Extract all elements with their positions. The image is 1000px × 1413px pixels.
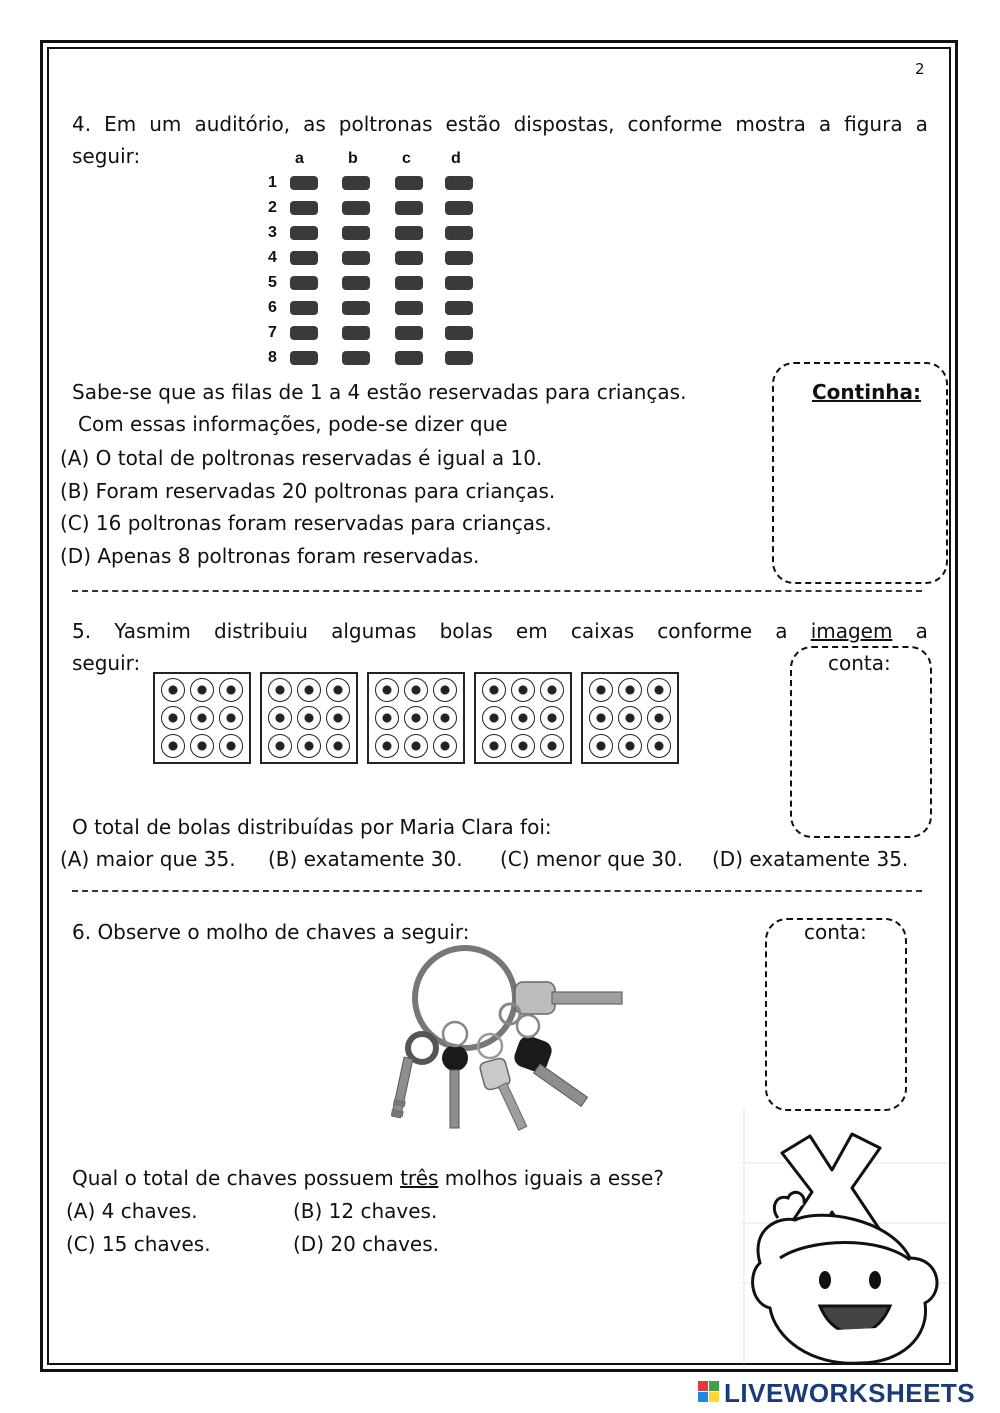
- seat: [445, 226, 473, 240]
- seat: [342, 351, 370, 365]
- soccer-ball-icon: [161, 678, 185, 702]
- ball-box: [367, 672, 465, 764]
- ball-box: [474, 672, 572, 764]
- soccer-ball-icon: [511, 678, 535, 702]
- q6-work-box[interactable]: [765, 918, 907, 1111]
- soccer-ball-icon: [482, 678, 506, 702]
- seat: [445, 301, 473, 315]
- soccer-ball-icon: [482, 734, 506, 758]
- q4-option-c: (C) 16 poltronas foram reservadas para crianças.: [60, 511, 552, 535]
- seat: [342, 201, 370, 215]
- seat: [395, 201, 423, 215]
- row-label: 7: [268, 324, 277, 341]
- q5-option-d: (D) exatamente 35.: [712, 847, 909, 871]
- soccer-ball-icon: [375, 706, 399, 730]
- row-label: 5: [268, 274, 277, 291]
- q6-option-d: (D) 20 chaves.: [293, 1232, 440, 1256]
- soccer-ball-icon: [161, 734, 185, 758]
- q4-lead: Com essas informações, pode-se dizer que: [78, 412, 508, 436]
- seat: [342, 276, 370, 290]
- seat: [395, 251, 423, 265]
- column-label: d: [451, 150, 461, 167]
- q4-intro-line2: seguir:: [72, 144, 141, 168]
- soccer-ball-icon: [404, 678, 428, 702]
- q5-option-b: (B) exatamente 30.: [268, 847, 463, 871]
- soccer-ball-icon: [268, 734, 292, 758]
- girl-with-x-illustration: [740, 1108, 950, 1366]
- seat: [445, 251, 473, 265]
- liveworksheets-brand: LIVEWORKSHEETS: [724, 1378, 976, 1408]
- seat: [395, 351, 423, 365]
- seat: [290, 351, 318, 365]
- q5-question: O total de bolas distribuídas por Maria Clara foi:: [72, 815, 552, 839]
- soccer-ball-icon: [540, 706, 564, 730]
- row-label: 4: [268, 249, 277, 266]
- seat: [342, 326, 370, 340]
- q4-work-box-label: Continha:: [812, 380, 922, 404]
- soccer-ball-icon: [618, 678, 642, 702]
- q5-intro-line2: seguir:: [72, 651, 141, 675]
- soccer-ball-icon: [268, 678, 292, 702]
- seat: [395, 276, 423, 290]
- column-label: b: [348, 150, 358, 167]
- soccer-ball-icon: [297, 706, 321, 730]
- key-icon: [512, 1015, 588, 1106]
- seat: [342, 176, 370, 190]
- soccer-ball-icon: [219, 706, 243, 730]
- seat: [445, 326, 473, 340]
- soccer-ball-icon: [375, 678, 399, 702]
- seat: [290, 226, 318, 240]
- row-label: 2: [268, 199, 277, 216]
- seat: [445, 176, 473, 190]
- seat: [445, 276, 473, 290]
- section-divider: [72, 890, 922, 892]
- soccer-ball-icon: [219, 678, 243, 702]
- seat-layout-figure: [265, 148, 485, 373]
- soccer-ball-icon: [219, 734, 243, 758]
- soccer-ball-icon: [297, 734, 321, 758]
- seat: [395, 301, 423, 315]
- soccer-ball-icon: [404, 706, 428, 730]
- soccer-ball-icon: [589, 678, 613, 702]
- ball-box: [581, 672, 679, 764]
- soccer-ball-icon: [268, 706, 292, 730]
- seat: [342, 226, 370, 240]
- seat: [290, 326, 318, 340]
- soccer-ball-icon: [540, 734, 564, 758]
- column-label: a: [295, 150, 304, 167]
- page-number: 2: [915, 60, 925, 78]
- key-icon: [391, 1034, 436, 1118]
- soccer-ball-icon: [190, 678, 214, 702]
- seat: [395, 226, 423, 240]
- q5-intro-line1: 5. Yasmim distribuiu algumas bolas em caixas conforme a imagem a: [72, 619, 928, 643]
- soccer-ball-icon: [433, 706, 457, 730]
- soccer-ball-icon: [433, 734, 457, 758]
- soccer-ball-icon: [375, 734, 399, 758]
- q4-intro-line1: 4. Em um auditório, as poltronas estão dispostas, conforme mostra a figura a: [72, 112, 928, 136]
- q4-option-d: (D) Apenas 8 poltronas foram reservadas.: [60, 544, 480, 568]
- seat: [445, 351, 473, 365]
- q6-option-a: (A) 4 chaves.: [66, 1199, 198, 1223]
- keyring-image: [380, 940, 640, 1135]
- q6-title: 6. Observe o molho de chaves a seguir:: [72, 920, 470, 944]
- soccer-ball-icon: [511, 734, 535, 758]
- soccer-ball-icon: [190, 706, 214, 730]
- soccer-ball-icon: [326, 706, 350, 730]
- soccer-ball-icon: [511, 706, 535, 730]
- soccer-ball-icon: [326, 678, 350, 702]
- seat: [342, 251, 370, 265]
- seat: [342, 301, 370, 315]
- row-label: 3: [268, 224, 277, 241]
- soccer-ball-icon: [540, 678, 564, 702]
- soccer-ball-icon: [647, 706, 671, 730]
- soccer-ball-icon: [482, 706, 506, 730]
- seat: [290, 301, 318, 315]
- soccer-ball-icon: [618, 706, 642, 730]
- soccer-ball-icon: [589, 734, 613, 758]
- q6-question: Qual o total de chaves possuem três molhos iguais a esse?: [72, 1166, 664, 1190]
- soccer-ball-icon: [433, 678, 457, 702]
- soccer-ball-icon: [589, 706, 613, 730]
- section-divider: [72, 590, 922, 592]
- soccer-ball-icon: [618, 734, 642, 758]
- q6-option-b: (B) 12 chaves.: [293, 1199, 438, 1223]
- row-label: 6: [268, 299, 277, 316]
- soccer-ball-icon: [647, 734, 671, 758]
- soccer-ball-icon: [190, 734, 214, 758]
- ball-box: [260, 672, 358, 764]
- soccer-ball-icon: [161, 706, 185, 730]
- key-icon: [500, 982, 622, 1024]
- liveworksheets-logo-icon: [698, 1381, 720, 1403]
- seat: [290, 276, 318, 290]
- column-label: c: [402, 150, 411, 167]
- seat: [395, 326, 423, 340]
- seat: [290, 201, 318, 215]
- q4-option-a: (A) O total de poltronas reservadas é igual a 10.: [60, 446, 543, 470]
- ball-box: [153, 672, 251, 764]
- q4-option-b: (B) Foram reservadas 20 poltronas para crianças.: [60, 479, 556, 503]
- soccer-ball-icon: [297, 678, 321, 702]
- q4-statement: Sabe-se que as filas de 1 a 4 estão reservadas para crianças.: [72, 380, 687, 404]
- row-label: 8: [268, 349, 277, 366]
- q5-option-c: (C) menor que 30.: [500, 847, 684, 871]
- soccer-ball-icon: [326, 734, 350, 758]
- key-icon: [442, 1022, 468, 1128]
- seat: [290, 251, 318, 265]
- q6-work-box-label: conta:: [804, 920, 867, 944]
- seat: [445, 201, 473, 215]
- seat: [290, 176, 318, 190]
- soccer-ball-icon: [647, 678, 671, 702]
- row-label: 1: [268, 174, 277, 191]
- q6-option-c: (C) 15 chaves.: [66, 1232, 211, 1256]
- soccer-ball-icon: [404, 734, 428, 758]
- seat: [395, 176, 423, 190]
- q5-work-box-label: conta:: [828, 651, 891, 675]
- q5-option-a: (A) maior que 35.: [60, 847, 236, 871]
